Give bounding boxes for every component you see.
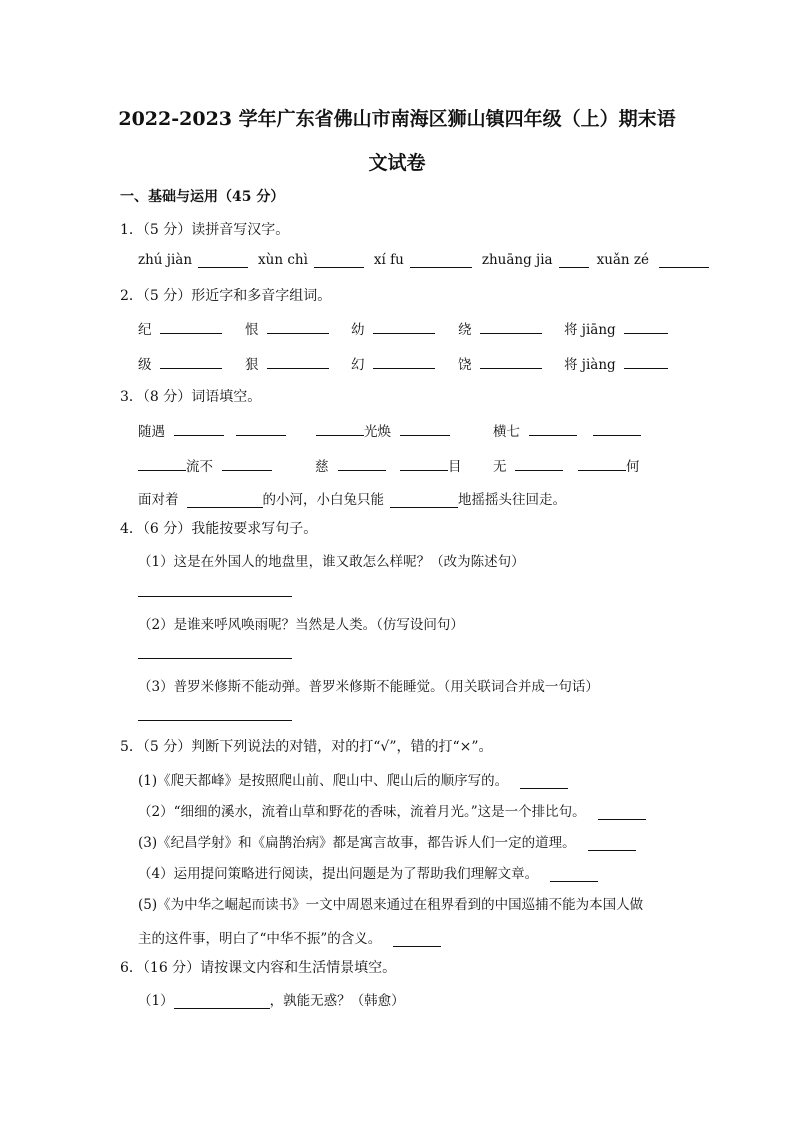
answer-blank[interactable] xyxy=(520,776,568,789)
statement-text: （2）“细细的溪水，流着山草和野花的香味，流着月光。”这是一个排比句。 xyxy=(138,804,586,820)
pinyin-2: xùn chì xyxy=(258,252,308,268)
idiom-part: 流不 xyxy=(186,459,213,475)
question-5-item-5-line-2 xyxy=(138,927,441,947)
char-item: 饶 xyxy=(458,357,472,373)
answer-blank[interactable] xyxy=(659,255,709,268)
answer-blank[interactable] xyxy=(236,423,286,436)
question-4-item-2: （2）是谁来呼风唤雨呢？当然是人类。（仿写设问句） xyxy=(138,617,464,633)
char-item: 狠 xyxy=(245,357,259,373)
answer-blank[interactable] xyxy=(222,458,272,471)
idiom-part: 横七 xyxy=(493,424,520,440)
question-3-row-3 xyxy=(138,488,566,508)
answer-blank[interactable] xyxy=(373,356,435,369)
question-1-heading: 1．（5 分）读拼音写汉字。 xyxy=(120,222,290,238)
idiom-part: 无 xyxy=(493,459,507,475)
answer-blank[interactable] xyxy=(174,996,270,1009)
title-line-2: 文试卷 xyxy=(368,152,426,174)
question-4-heading: 4．（6 分）我能按要求写句子。 xyxy=(120,521,318,537)
sentence-part: 的小河，小白兔只能 xyxy=(262,492,384,508)
char-item: 纪 xyxy=(138,322,152,338)
idiom-part: 何 xyxy=(626,459,640,475)
answer-line[interactable] xyxy=(138,658,292,659)
char-item: 幼 xyxy=(351,322,365,338)
question-6-heading: 6．（16 分）请按课文内容和生活情景填空。 xyxy=(120,960,397,976)
question-3-row-1 xyxy=(138,420,678,440)
section-heading: 一、基础与运用（45 分） xyxy=(120,189,285,205)
answer-blank[interactable] xyxy=(550,869,598,882)
question-4-item-1: （1）这是在外国人的地盘里，谁又敢怎么样呢？（改为陈述句） xyxy=(138,554,525,570)
answer-blank[interactable] xyxy=(624,356,668,369)
char-item: 级 xyxy=(138,357,152,373)
question-5-item-5-line-1: (5)《为中华之崛起而读书》一文中周恩来通过在租界看到的中国巡捕不能为本国人做 xyxy=(138,897,644,913)
question-6-item-1 xyxy=(138,989,405,1009)
answer-blank[interactable] xyxy=(338,458,386,471)
question-5-item-1 xyxy=(138,769,568,789)
answer-blank[interactable] xyxy=(160,356,222,369)
answer-blank[interactable] xyxy=(373,321,435,334)
answer-blank[interactable] xyxy=(559,255,589,268)
idiom-part: 目 xyxy=(448,459,462,475)
char-item: 绕 xyxy=(458,322,472,338)
answer-blank[interactable] xyxy=(267,356,329,369)
answer-line[interactable] xyxy=(138,720,292,721)
pinyin-4: zhuāng jia xyxy=(481,252,553,268)
answer-blank[interactable] xyxy=(314,255,364,268)
question-5-item-3 xyxy=(138,831,636,851)
answer-blank[interactable] xyxy=(267,321,329,334)
sentence-part: 面对着 xyxy=(138,492,179,508)
answer-blank[interactable] xyxy=(393,934,441,947)
pinyin-1: zhú jiàn xyxy=(138,252,193,268)
answer-blank[interactable] xyxy=(410,255,472,268)
question-4-item-3: （3）普罗米修斯不能动弹。普罗米修斯不能睡觉。（用关联词合并成一句话） xyxy=(138,679,599,695)
answer-blank[interactable] xyxy=(400,458,448,471)
answer-blank[interactable] xyxy=(515,458,563,471)
answer-blank[interactable] xyxy=(480,356,542,369)
answer-blank[interactable] xyxy=(593,423,641,436)
question-1-pinyin-row xyxy=(138,252,709,268)
statement-text: 主的这件事，明白了“中华不振”的含义。 xyxy=(138,931,382,947)
answer-blank[interactable] xyxy=(400,423,450,436)
answer-blank[interactable] xyxy=(160,321,222,334)
answer-blank[interactable] xyxy=(578,458,626,471)
question-2-row-2 xyxy=(138,353,678,373)
answer-blank[interactable] xyxy=(198,255,248,268)
char-item: 将 jiāng xyxy=(564,322,616,338)
statement-text: (3)《纪昌学射》和《扁鹊治病》都是寓言故事，都告诉人们一定的道理。 xyxy=(138,835,576,851)
idiom-part: 随遇 xyxy=(138,424,165,440)
pinyin-3: xí fu xyxy=(373,252,404,268)
answer-blank[interactable] xyxy=(390,495,458,508)
char-item: 恨 xyxy=(245,322,259,338)
idiom-part: 慈 xyxy=(315,459,329,475)
answer-blank[interactable] xyxy=(187,495,263,508)
answer-blank[interactable] xyxy=(174,423,224,436)
question-3-heading: 3．（8 分）词语填空。 xyxy=(120,389,262,405)
answer-blank[interactable] xyxy=(624,321,668,334)
statement-text: (1)《爬天都峰》是按照爬山前、爬山中、爬山后的顺序写的。 xyxy=(138,773,509,789)
answer-blank[interactable] xyxy=(598,807,646,820)
answer-line[interactable] xyxy=(138,596,292,597)
sentence-part: 地摇摇头往回走。 xyxy=(458,492,566,508)
pinyin-5: xuǎn zé xyxy=(596,252,650,268)
item-number: （1） xyxy=(138,993,174,1009)
question-3-row-2 xyxy=(138,455,678,475)
answer-blank[interactable] xyxy=(480,321,542,334)
question-5-item-2 xyxy=(138,800,646,820)
title-line-1: 2022-2023 学年广东省佛山市南海区狮山镇四年级（上）期末语 xyxy=(118,108,676,130)
answer-blank[interactable] xyxy=(316,423,364,436)
char-item: 幻 xyxy=(351,357,365,373)
char-item: 将 jiàng xyxy=(564,357,616,373)
idiom-part: 光焕 xyxy=(364,424,391,440)
answer-blank[interactable] xyxy=(588,838,636,851)
question-5-item-4 xyxy=(138,862,598,882)
answer-blank[interactable] xyxy=(529,423,577,436)
answer-blank[interactable] xyxy=(138,458,186,471)
question-2-heading: 2．（5 分）形近字和多音字组词。 xyxy=(120,288,332,304)
statement-text: ，孰能无惑？（韩愈） xyxy=(269,993,405,1009)
statement-text: （4）运用提问策略进行阅读，提出问题是为了帮助我们理解文章。 xyxy=(138,866,539,882)
question-2-row-1 xyxy=(138,318,678,338)
question-5-heading: 5．（5 分）判断下列说法的对错，对的打“√”，错的打“×”。 xyxy=(120,739,493,755)
